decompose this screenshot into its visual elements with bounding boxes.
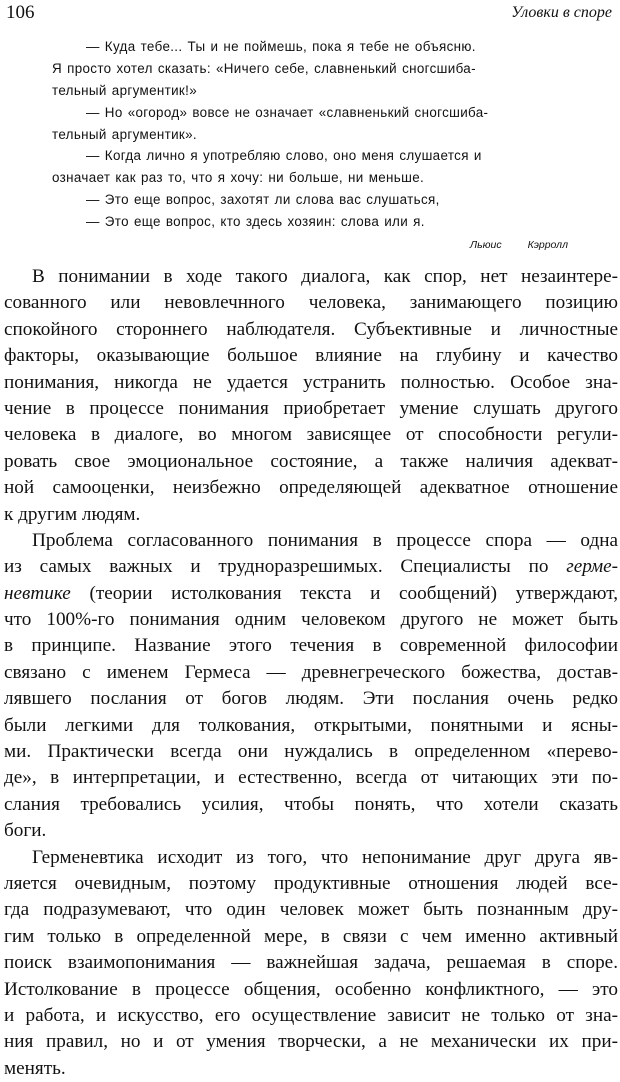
author-first-name: Льюис (469, 239, 502, 251)
epigraph (52, 36, 570, 233)
hermeneutics-term: невтике (4, 582, 71, 604)
page-number: 106 (6, 2, 35, 23)
body-line: менять. (4, 1057, 66, 1079)
body-line: в принципе. Название этого течения в современной философии (4, 635, 618, 657)
body-line: слания требовались усилия, чтобы понять, что хотели сказать (4, 793, 618, 815)
body-line: были легкими для толкования, открытыми, понятными и ясны- (4, 714, 618, 736)
body-line: Герменевтика исходит из того, что непонимание друг друга яв- (32, 846, 618, 868)
body-line: ровать свое эмоциональное состояние, а также наличия адекват- (4, 450, 618, 472)
body-line: де», в интерпретации, и естественно, всегда от читающих эти по- (4, 767, 618, 789)
page-header (0, 0, 620, 30)
body-line: факторы, оказывающие большое влияние на глубину и качество (4, 345, 618, 367)
body-line: поиск взаимопонимания — важнейшая задача, решаемая в споре. (4, 952, 618, 974)
body-text-segment: из самых важных и трудноразрешимых. Специалисты по (4, 556, 567, 578)
author-last-name: Кэрролл (527, 239, 568, 251)
body-line: понимания, никогда не удается устранить полностью. Особое зна- (4, 371, 618, 393)
body-line: гда подразумевают, что один человек может быть познанным дру- (4, 899, 618, 921)
epigraph-line: — Но «огород» вовсе не означает «славненький сногсшиба- (86, 104, 489, 120)
epigraph-line: означает как раз то, что я хочу: ни больше, ни меньше. (52, 170, 425, 186)
hermeneutics-term: герме- (566, 556, 618, 578)
epigraph-line: тельный аргументик». (52, 126, 198, 142)
body-line: ния правил, но и от умения творчески, а не механически их при- (4, 1031, 618, 1053)
body-line: Проблема согласованного понимания в процессе спора — одна (32, 529, 618, 551)
body-line: сованного или невовлечнного человека, занимающего позицию (4, 292, 618, 314)
body-line: гим только в определенной мере, в связи с чем именно активный (4, 925, 618, 947)
body-line: и работа, и искусство, его осуществление зависит не только от зна- (4, 1004, 618, 1026)
body-line (4, 581, 618, 607)
body-line: чение в процессе понимания приобретает умение слушать другого (4, 397, 618, 419)
epigraph-attribution (470, 238, 568, 252)
body-line: связано с именем Гермеса — древнегреческого божества, достав- (4, 661, 618, 683)
epigraph-line: — Куда тебе... Ты и не поймешь, пока я тебе не объясню. (86, 39, 476, 54)
body-line: спокойного стороннего наблюдателя. Субъективные и личностные (4, 318, 618, 340)
body-line (4, 554, 618, 580)
body-line: В понимании в ходе такого диалога, как спор, нет незаинтере- (32, 266, 618, 287)
body-line: Истолкование в процессе общения, особенно конфликтного, — это (4, 978, 618, 1000)
body-line: ми. Практически всегда они нуждались в определенном «перево- (4, 741, 618, 763)
body-line: что 100%-го понимания одним человеком другого не может быть (4, 609, 618, 631)
body-line: человека в диалоге, во многом зависящее от способности регули- (4, 424, 618, 446)
body-text (4, 264, 618, 1082)
epigraph-line: тельный аргументик!» (52, 82, 198, 98)
body-line: ной самооценки, неизбежно определяющей адекватное отношение (4, 477, 618, 499)
running-title: Уловки в споре (511, 4, 612, 21)
epigraph-line: Я просто хотел сказать: «Ничего себе, славненький сногсшиба- (52, 60, 476, 76)
epigraph-line: — Когда лично я употребляю слово, оно меня слушается и (86, 148, 482, 164)
epigraph-line: — Это еще вопрос, захотят ли слова вас слушаться, (86, 192, 440, 208)
body-line: лявшего послания от богов людям. Эти послания очень редко (4, 688, 618, 710)
body-line: ляется очевидным, поэтому продуктивные отношения людей все- (4, 872, 618, 894)
body-text-segment: (теории истолкования текста и сообщений) утверждают, (70, 582, 618, 604)
epigraph-line: — Это еще вопрос, кто здесь хозяин: слова или я. (86, 214, 425, 230)
body-line: боги. (4, 820, 47, 842)
body-line: к другим людям. (4, 503, 141, 525)
